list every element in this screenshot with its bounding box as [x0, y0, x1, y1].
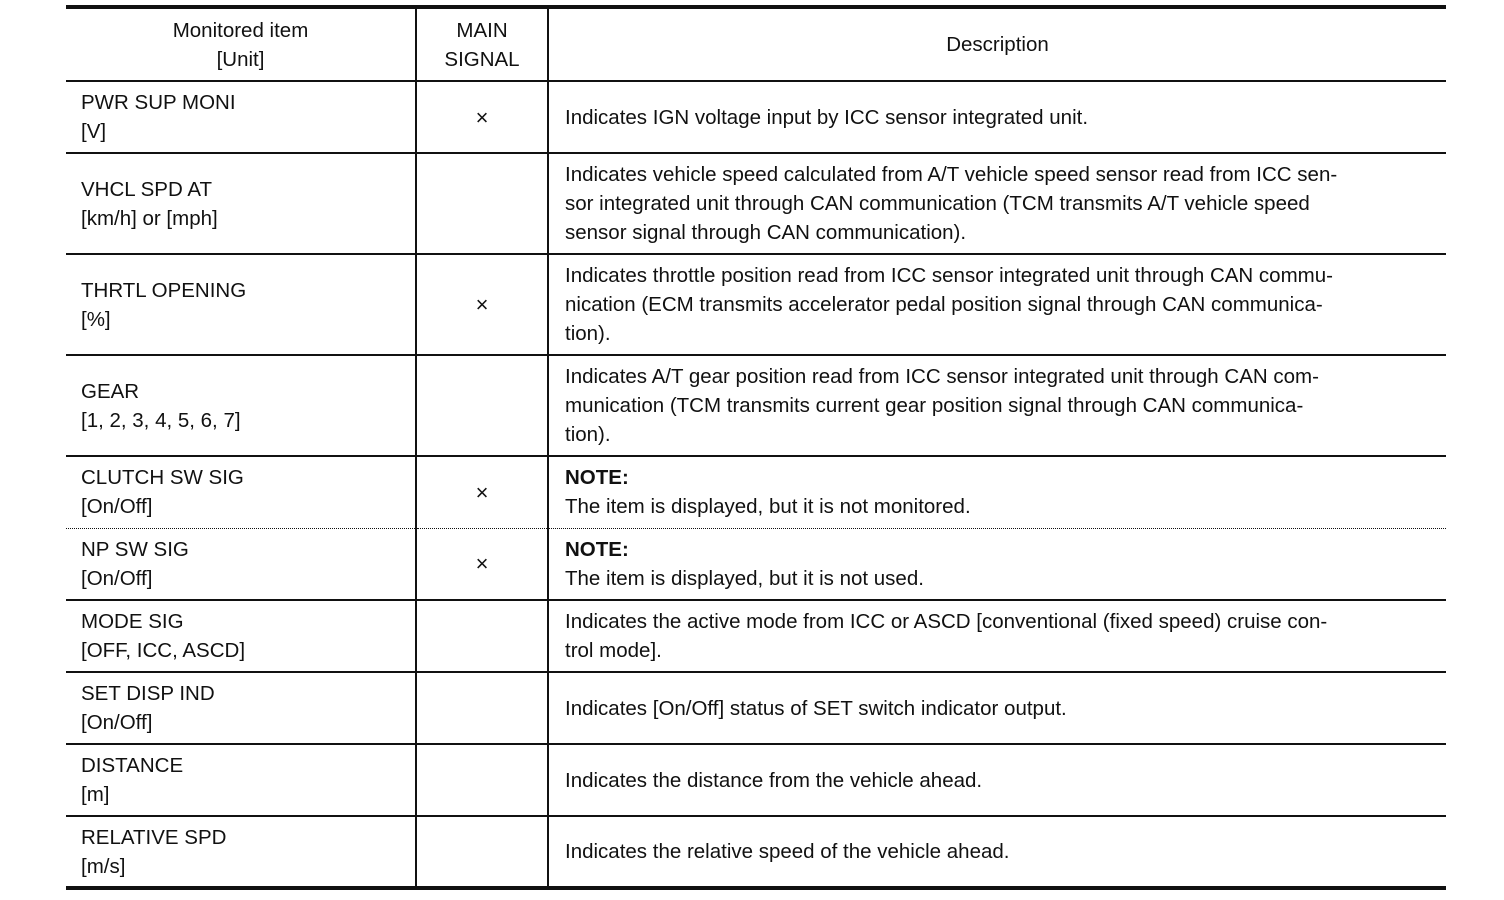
- item-name: MODE SIG: [81, 610, 184, 633]
- table-row: [66, 153, 1446, 254]
- table-row: [66, 600, 1446, 672]
- item-name: PWR SUP MONI: [81, 91, 236, 114]
- main-signal-cell: [416, 153, 548, 254]
- description-line: The item is displayed, but it is not monitored.: [565, 495, 971, 519]
- table-row: [66, 355, 1446, 456]
- main-signal-cell: [416, 254, 548, 355]
- description-cell: [548, 744, 1446, 816]
- item-name: CLUTCH SW SIG: [81, 466, 244, 490]
- main-signal-cell: [416, 816, 548, 888]
- description-line: Indicates vehicle speed calculated from A/T vehicle speed sensor read from ICC sen-: [565, 163, 1338, 186]
- header-main-line1: MAIN: [456, 18, 508, 42]
- table-row: [66, 456, 1446, 528]
- description-line: The item is displayed, but it is not used.: [565, 566, 924, 590]
- description-line: tion).: [565, 322, 611, 345]
- description-line: Indicates throttle position read from ICC sensor integrated unit through CAN commu-: [565, 264, 1333, 287]
- description-line: sor integrated unit through CAN communication (TCM transmits A/T vehicle speed: [565, 192, 1310, 215]
- description-cell: [548, 254, 1446, 355]
- main-signal-mark: ×: [475, 292, 489, 317]
- main-signal-cell: [416, 81, 548, 153]
- header-monitored-item: [66, 7, 416, 81]
- table-row: [66, 528, 1446, 600]
- table-header-row: [66, 7, 1446, 81]
- main-signal-mark: ×: [475, 551, 489, 577]
- monitored-item-cell: [66, 153, 416, 254]
- description-line: Indicates A/T gear position read from ICC sensor integrated unit through CAN com-: [565, 365, 1319, 388]
- description-cell: [548, 456, 1446, 528]
- description-line: Indicates [On/Off] status of SET switch indicator output.: [565, 696, 1067, 720]
- description-cell: [548, 81, 1446, 153]
- monitored-item-cell: [66, 600, 416, 672]
- note-title: NOTE:: [565, 466, 629, 490]
- item-unit: [%]: [81, 307, 111, 331]
- main-signal-cell: [416, 672, 548, 744]
- monitored-item-cell: [66, 81, 416, 153]
- item-unit: [On/Off]: [81, 495, 153, 519]
- table-body: [66, 81, 1446, 888]
- monitored-item-cell: [66, 816, 416, 888]
- item-unit: [V]: [81, 120, 107, 143]
- description-line: Indicates the distance from the vehicle ahead.: [565, 768, 983, 792]
- description-cell: [548, 528, 1446, 600]
- description-cell: [548, 672, 1446, 744]
- table-row: [66, 744, 1446, 816]
- main-signal-cell: [416, 744, 548, 816]
- main-signal-cell: [416, 456, 548, 528]
- description-line: sensor signal through CAN communication).: [565, 221, 967, 244]
- description-cell: [548, 816, 1446, 888]
- item-name: RELATIVE SPD: [81, 825, 227, 849]
- monitored-item-cell: [66, 672, 416, 744]
- monitored-item-cell: [66, 456, 416, 528]
- item-unit: [m]: [81, 783, 110, 806]
- monitor-table-container: [66, 5, 1446, 890]
- table-row: [66, 81, 1446, 153]
- item-name: NP SW SIG: [81, 537, 189, 561]
- description-line: munication (TCM transmits current gear position signal through CAN communica-: [565, 394, 1304, 417]
- monitored-item-cell: [66, 254, 416, 355]
- monitor-item-table: [66, 5, 1446, 890]
- description-line: trol mode].: [565, 639, 662, 662]
- note-title: NOTE:: [565, 537, 629, 561]
- header-description: Description: [548, 7, 1446, 81]
- table-row: [66, 816, 1446, 888]
- monitored-item-cell: [66, 744, 416, 816]
- item-unit: [On/Off]: [81, 566, 153, 590]
- description-cell: [548, 355, 1446, 456]
- description-cell: [548, 153, 1446, 254]
- description-line: Indicates the active mode from ICC or ASCD [conventional (fixed speed) cruise con-: [565, 610, 1328, 633]
- table-row: [66, 672, 1446, 744]
- item-name: SET DISP IND: [81, 682, 215, 705]
- item-unit: [On/Off]: [81, 711, 153, 734]
- main-signal-cell: [416, 528, 548, 600]
- monitored-item-cell: [66, 355, 416, 456]
- item-name: VHCL SPD AT: [81, 177, 213, 201]
- item-name: THRTL OPENING: [81, 278, 247, 302]
- item-unit: [m/s]: [81, 854, 126, 878]
- header-main-line2: SIGNAL: [444, 47, 520, 71]
- header-item-line2: [Unit]: [216, 47, 265, 71]
- header-item-line1: Monitored item: [172, 18, 309, 42]
- item-unit: [OFF, ICC, ASCD]: [81, 639, 246, 662]
- header-main-signal: [416, 7, 548, 81]
- main-signal-mark: ×: [475, 479, 489, 505]
- description-line: Indicates the relative speed of the vehicle ahead.: [565, 840, 1010, 863]
- main-signal-cell: [416, 355, 548, 456]
- monitored-item-cell: [66, 528, 416, 600]
- item-name: DISTANCE: [81, 754, 184, 777]
- description-cell: [548, 600, 1446, 672]
- description-line: Indicates IGN voltage input by ICC sensor integrated unit.: [565, 105, 1089, 129]
- main-signal-cell: [416, 600, 548, 672]
- description-line: nication (ECM transmits accelerator pedal position signal through CAN communica-: [565, 293, 1323, 316]
- item-name: GEAR: [81, 379, 140, 403]
- item-unit: [km/h] or [mph]: [81, 206, 218, 230]
- item-unit: [1, 2, 3, 4, 5, 6, 7]: [81, 408, 241, 432]
- description-line: tion).: [565, 423, 611, 446]
- table-row: [66, 254, 1446, 355]
- main-signal-mark: ×: [475, 104, 489, 130]
